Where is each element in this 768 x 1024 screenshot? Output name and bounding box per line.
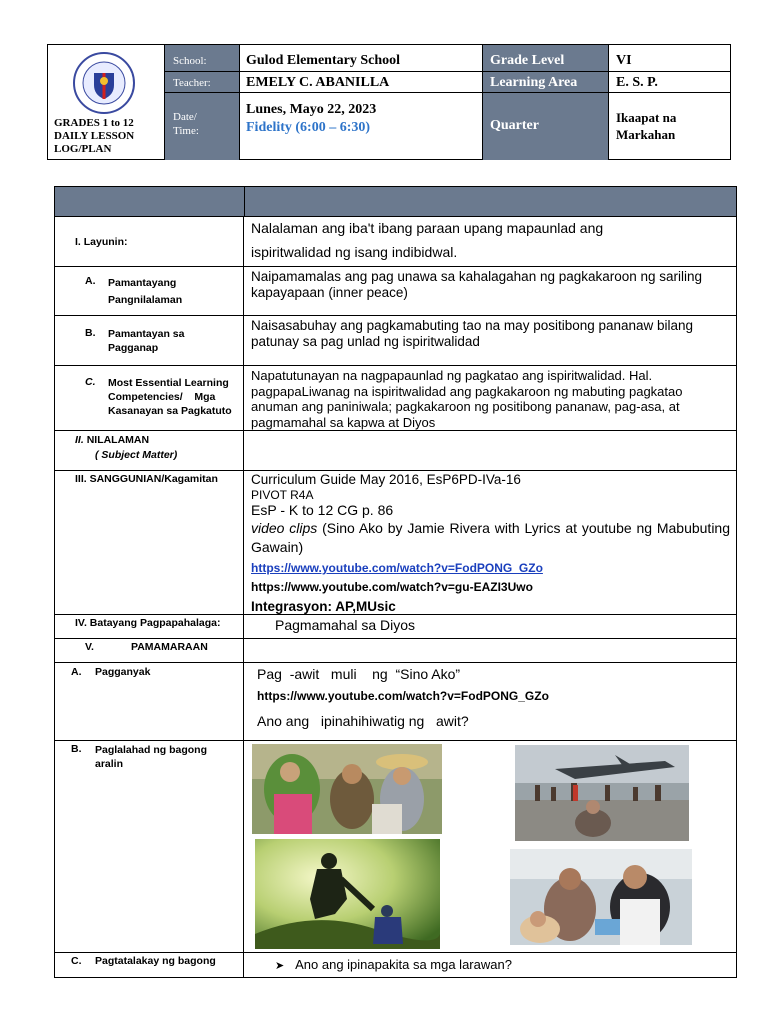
pagtatalakay-label: Pagtatalakay ng bagong (95, 955, 216, 967)
nilalaman-label: NILALAMAN (86, 434, 150, 446)
log-plan-label: LOG/PLAN (54, 143, 112, 155)
ref-video-clips (251, 519, 730, 557)
sanggunian-label: III. SANGGUNIAN/Kagamitan (75, 473, 218, 485)
ref-video-label: video clips (251, 520, 318, 536)
b-text: Naisasabuhay ang pagkamabuting tao na may positibong pananaw bilang patunay sa pag unlad ng ispiritwalidad (251, 318, 694, 349)
ref-video-desc: (Sino Ako by Jamie Rivera with Lyrics at youtube ng Mabubuting Gawain) (251, 520, 731, 555)
row-batayang (54, 615, 737, 639)
photo-flood-victims (252, 744, 442, 834)
pagtatalakay-letter: C. (71, 955, 82, 967)
row-pamantayan-sa-pagganap (54, 316, 737, 366)
quarter-value (609, 93, 731, 160)
pagganyak-letter: A. (71, 666, 82, 678)
time-label-line: Time: (173, 125, 199, 137)
paglalahad-label-2: aralin (95, 758, 124, 770)
batayang-label: IV. Batayang Pagpapahalaga: (75, 617, 221, 629)
c-label-3: Kasanayan sa Pagkatuto (108, 405, 232, 417)
ref-pivot: PIVOT R4A (251, 488, 314, 502)
pagganyak-label: Pagganyak (95, 666, 151, 678)
subject-matter: ( Subject Matter) (95, 449, 178, 461)
pamamaraan-content (245, 639, 736, 662)
quarter-line-1: Ikaapat na (616, 110, 677, 125)
row-pagganyak (54, 663, 737, 741)
photo-helping-hand (255, 839, 440, 949)
row-layunin (54, 217, 737, 267)
ref-curriculum-guide: Curriculum Guide May 2016, EsP6PD-IVa-16 (251, 472, 521, 487)
paglalahad-letter: B. (71, 743, 82, 755)
row-pagtatalakay (54, 953, 737, 978)
area-label: Learning Area (483, 72, 609, 93)
layunin-line-1: Nalalaman ang iba't ibang paraan upang mapaunlad ang (251, 220, 604, 236)
row-pamamaraan (54, 639, 737, 663)
table-header-bar (54, 186, 737, 217)
teacher-value: EMELY C. ABANILLA (240, 72, 483, 93)
b-label-2: Pagganap (108, 342, 159, 354)
batayang-text: Pagmamahal sa Diyos (275, 617, 416, 633)
youtube-link-2[interactable]: https://www.youtube.com/watch?v=gu-EAZI3Uwo (251, 580, 533, 594)
pagganyak-line-2: Ano ang ipinahihiwatig ng awit? (257, 713, 469, 729)
pagganyak-line-1: Pag -awit muli ng “Sino Ako” (257, 666, 461, 682)
layunin-line-2: ispiritwalidad ng isang indibidwal. (251, 244, 458, 260)
a-text: Naipamamalas ang pag unawa sa kahalagahan ng pagkakaroon ng sariling kapayapaan (inner peace) (251, 269, 703, 300)
a-label-2: Pangnilalaman (108, 294, 183, 306)
daily-lesson-label: DAILY LESSON (54, 130, 135, 142)
row-nilalaman (54, 431, 737, 471)
deped-seal-icon (72, 51, 136, 115)
logo-cell (48, 45, 165, 160)
date-label (165, 93, 240, 160)
pamamaraan-label: PAMAMARAAN (131, 641, 208, 653)
c-label-2: Competencies/ Mga (108, 391, 216, 403)
b-label-1: Pamantayan sa (108, 328, 185, 340)
photo-evacuees-plane (515, 745, 689, 841)
grade-value: VI (609, 45, 731, 72)
nilalaman-num: II. (75, 434, 84, 446)
quarter-label: Quarter (483, 93, 609, 160)
b-letter: B. (85, 327, 96, 339)
arrow-bullet-icon: ➤ (275, 960, 285, 972)
pagtatalakay-text: Ano ang ipinapakita sa mga larawan? (295, 957, 512, 972)
row-sanggunian (54, 471, 737, 615)
quarter-line-2: Markahan (616, 127, 676, 142)
row-pamantayang-pangnilalaman (54, 267, 737, 316)
row-paglalahad (54, 741, 737, 953)
nilalaman-content (245, 431, 736, 470)
ref-cg: EsP - K to 12 CG p. 86 (251, 502, 394, 518)
date-value: Lunes, Mayo 22, 2023 (246, 102, 377, 117)
grades-label: GRADES 1 to 12 (54, 117, 134, 129)
layunin-label: I. Layunin: (75, 236, 128, 248)
c-text: Napatutunayan na nagpapaunlad ng pagkatao ang ispiritwalidad. Hal. pagpapaLiwanag na ispiritwalidad ang pagkakaroon ng mabuting pagkatao anuman ang paniniwala; pagkakaroon ng positibong pananaw, pag-asa, at pagmamahal sa kapwa at Diyos (251, 368, 683, 430)
pagganyak-link[interactable]: https://www.youtube.com/watch?v=FodPONG_GZo (257, 689, 549, 703)
school-label: School: (165, 45, 240, 72)
teacher-label: Teacher: (165, 72, 240, 93)
paglalahad-label-1: Paglalahad ng bagong (95, 744, 208, 756)
time-value: Fidelity (6:00 – 6:30) (246, 120, 371, 135)
school-value: Gulod Elementary School (240, 45, 483, 72)
photo-hospital-care (510, 849, 692, 945)
pamamaraan-num: V. (85, 641, 94, 653)
grade-label: Grade Level (483, 45, 609, 72)
a-label-1: Pamantayang (108, 277, 177, 289)
c-letter: C. (85, 376, 96, 388)
header-table (47, 44, 731, 160)
date-cell (240, 93, 483, 160)
date-label-line: Date/ (173, 111, 197, 123)
paglalahad-images (245, 741, 736, 952)
a-letter: A. (85, 275, 96, 287)
integrasyon: Integrasyon: AP,MUsic (251, 599, 396, 614)
youtube-link-1[interactable]: https://www.youtube.com/watch?v=FodPONG_GZo (251, 561, 543, 575)
row-competencies (54, 366, 737, 431)
c-label-1: Most Essential Learning (108, 377, 229, 389)
area-value: E. S. P. (609, 72, 731, 93)
